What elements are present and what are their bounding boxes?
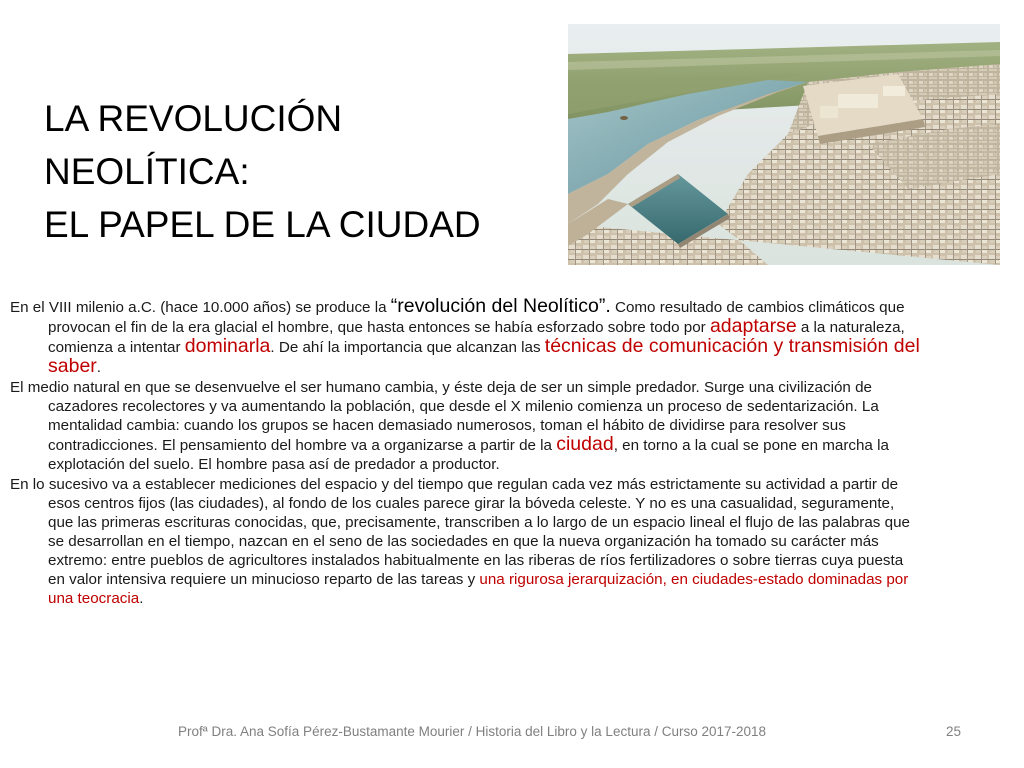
title-line-1: LA REVOLUCIÓN: [44, 98, 343, 139]
p1-text-3: a la naturaleza, comienza a intentar: [48, 319, 905, 356]
p1-highlight-revolution: “revolución del Neolítico”.: [390, 295, 611, 317]
p1-highlight-tecnicas: técnicas de comunicación y transmisión del saber: [48, 335, 920, 377]
title-line-3: EL PAPEL DE LA CIUDAD: [44, 204, 481, 245]
p2-text-2: , en torno a la cual se pone en marcha la explotación del suelo. El hombre pasa así de predador a productor.: [48, 437, 889, 473]
p3-text-2: .: [139, 590, 144, 607]
p3-highlight-jerarquizacion: una rigurosa jerarquización, en ciudades-estado dominadas por una teocracia: [48, 571, 909, 607]
ancient-city-aerial-image: [568, 24, 1000, 265]
p1-text-2: Como resultado de cambios climáticos que provocan el fin de la era glacial el hombre, que hasta entonces se había esforzado sobre todo por: [48, 299, 905, 336]
page-number: 25: [946, 724, 962, 739]
p3-text-1: En lo sucesivo va a establecer mediciones del espacio y del tiempo que regulan cada vez más estrictamente su actividad a partir de esos centros fijos (las ciudades), al fondo de los cuales parece girar la bóveda celeste. Y no es una casualidad, seguramente, que las primeras escrituras conocidas, que, precisamente, transcriben a lo largo de un espacio lineal el flujo de las palabras que se desarrollan en el tiempo, nazcan en el seno de las sociedades en que la nueva organización ha tomado su carácter más extremo: entre pueblos de agricultores instalados habitualmente en las riberas de ríos fertilizadores o sobre tierras cuya puesta en valor intensiva requiere un minucioso reparto de las tareas y: [10, 476, 910, 588]
p1-highlight-dominarla: dominarla: [184, 335, 271, 357]
p2-highlight-ciudad: ciudad: [556, 433, 614, 455]
p1-text-1: En el VIII milenio a.C. (hace 10.000 años) se produce la: [10, 299, 391, 316]
p1-text-4: . De ahí la importancia que alcanzan las: [270, 339, 545, 356]
slide-title: [44, 92, 564, 251]
p2-text-1: El medio natural en que se desenvuelve el ser humano cambia, y éste deja de ser un simple predador. Surge una civilización de cazadores recolectores y va aumentando la población, que desde el X milenio comienza un proceso de sedentarización. La mentalidad cambia: cuando los grupos se hacen demasiado numerosos, toman el hábito de dividirse para resolver sus contradicciones. El pensamiento del hombre va a organizarse a partir de la: [10, 379, 879, 454]
paragraph-natural-environment: [10, 378, 920, 474]
footer-author-course: Profª Dra. Ana Sofía Pérez-Bustamante Mourier / Historia del Libro y la Lectura / Curso 2017-2018: [178, 724, 767, 739]
title-line-2: NEOLÍTICA:: [44, 151, 250, 192]
p1-text-5: .: [96, 359, 102, 376]
paragraph-measurements-writing: [10, 475, 920, 608]
p1-highlight-adaptarse: adaptarse: [709, 315, 797, 337]
paragraph-neolithic-revolution: [10, 297, 920, 377]
body-text: [10, 297, 920, 609]
